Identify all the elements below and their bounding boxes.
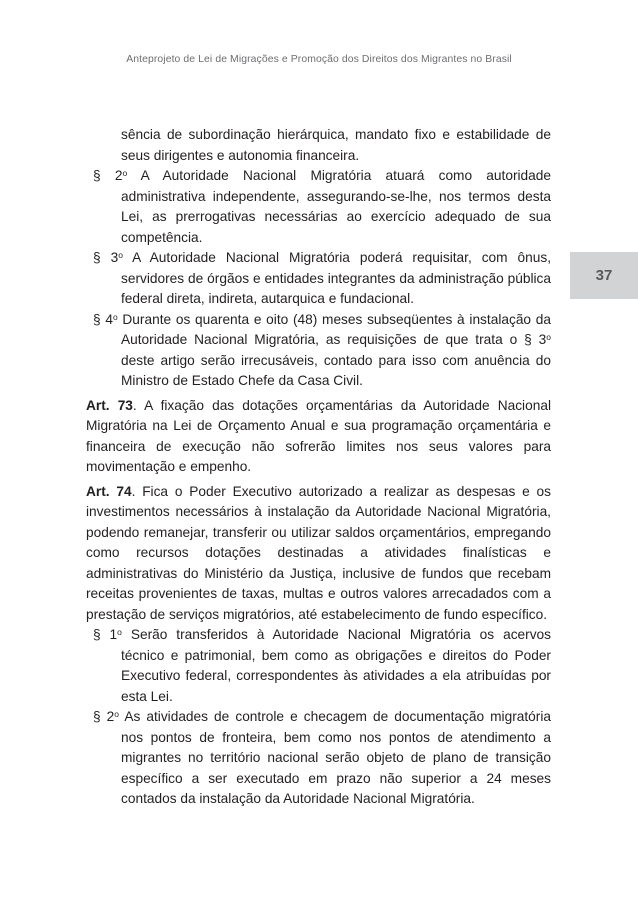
ordinal-mark: o	[114, 709, 120, 720]
section-mark: § 3	[93, 250, 119, 265]
running-header: Anteprojeto de Lei de Migrações e Promoção dos Direitos dos Migrantes no Brasil	[126, 54, 512, 65]
article-73	[86, 396, 551, 478]
ordinal-mark: o	[118, 250, 123, 261]
ordinal-mark: o	[112, 311, 118, 322]
ordinal-mark: o	[117, 627, 122, 638]
section-mark: § 2	[93, 709, 115, 724]
paragraph-text: Durante os quarenta e oito (48) meses subseqüentes à instalação da Autoridade Nacional Migratória, as requisições de que trata o § 3	[117, 311, 551, 347]
ordinal-mark: o	[546, 332, 551, 343]
page-number: 37	[595, 267, 613, 284]
art72-paragraph-2	[86, 166, 551, 248]
art72-paragraph-4	[86, 310, 551, 392]
art74-paragraph-1	[86, 625, 551, 707]
paragraph-text: As atividades de controle e checagem de documentação migratória nos pontos de fronteira, bem como nos pontos de atendimento a migrantes no território nacional serão objeto de plano de transição específico a ser executado em prazo não superior a 24 meses contados da instalação da Autoridade Nacional Migratória.	[119, 709, 551, 806]
art72-paragraph-3	[86, 248, 551, 310]
art74-paragraph-2	[86, 707, 551, 810]
paragraph-text: Serão transferidos à Autoridade Nacional Migratória os acervos técnico e patrimonial, bem como as obrigações e direitos do Poder Executivo federal, correspondentes às atividades a ela atribuídas por esta Lei.	[121, 627, 552, 704]
page-number-tab	[570, 252, 638, 299]
article-text: . A fixação das dotações orçamentárias da Autoridade Nacional Migratória na Lei de Orçamento Anual e sua programação orçamentária e financeira de execução não sofrerão limites nos seus valores para movimentação e empenho.	[86, 397, 551, 474]
page-body	[86, 125, 551, 810]
section-mark: § 1	[93, 627, 118, 642]
article-label: Art. 73	[86, 397, 133, 413]
section-mark: § 4	[93, 311, 113, 327]
paragraph-text: A Autoridade Nacional Migratória atuará como autoridade administrativa independente, assegurando-se-lhe, nos termos desta Lei, as prerrogativas necessárias ao exercício adequado de sua competência.	[121, 168, 551, 245]
article-74	[86, 482, 551, 626]
paragraph-text: A Autoridade Nacional Migratória poderá requisitar, com ônus, servidores de órgãos e entidades integrantes da administração pública federal direta, indireta, autarquica e fundacional.	[121, 250, 552, 306]
ordinal-mark: o	[122, 168, 128, 179]
section-mark: § 2	[93, 168, 123, 183]
article-label: Art. 74	[86, 483, 132, 499]
continuation-paragraph: sência de subordinação hierárquica, mandato fixo e estabilidade de seus dirigentes e autonomia financeira.	[121, 127, 551, 163]
paragraph-text: deste artigo serão irrecusáveis, contado para isso com anuência do Ministro de Estado Chefe da Casa Civil.	[121, 352, 551, 388]
article-text: . Fica o Poder Executivo autorizado a realizar as despesas e os investimentos necessários à instalação da Autoridade Nacional Migratória, podendo remanejar, transferir ou utilizar saldos orçamentários, empregando como recursos dotações destinadas a atividades finalísticas e administrativas do Ministério da Justiça, inclusive de fundos que recebam receitas provenientes de taxas, multas e outros valores arrecadados com a prestação de serviços migratórios, até estabelecimento de fundo específico.	[86, 483, 551, 622]
